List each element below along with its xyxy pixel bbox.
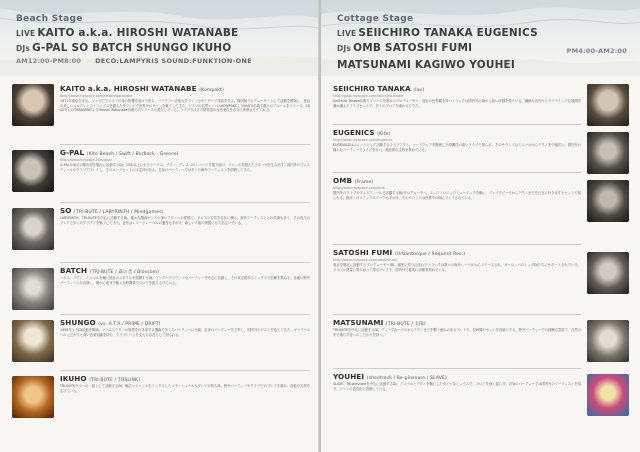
artist-name: SHUNGO [60, 318, 96, 327]
artist-entry [60, 266, 310, 285]
artist-affiliation: (Frame) [354, 180, 374, 185]
artist-bio: SLAVE、Re-pinsnareを中心に活動するDJ。ミニマルとテクノを軸にしたタイトなミックスで、フロアを深く揺らす。自身のパーティーでは国内外のアーティストを招き、シーンの活性化に貢献している。 [333, 382, 581, 391]
artist-affiliation: (TRI-BUTE / TOSLINK) [89, 378, 141, 383]
artist-photo [12, 376, 54, 418]
artist-name: EUGENICS [333, 128, 375, 137]
artist-entry [333, 248, 581, 272]
artist-name: BATCH [60, 266, 88, 275]
artist-affiliation: (lax) [413, 88, 425, 93]
artist-affiliation: (Kompakt) [199, 88, 224, 93]
artist-photo [587, 320, 629, 362]
artist-affiliation: (vs. A.T.A / PRIME / DRIFT) [98, 322, 161, 327]
artist-name: IKUHO [60, 374, 87, 383]
artist-photo [12, 208, 54, 250]
artist-name: SATOSHI FUMI [333, 248, 393, 257]
artist-bio: Seiichiro Tanaka名義でリリースを重ねるプロデューサー。独自の世界観を持つトラックは国内外のDJから高い評価を得ている。繊細な音作りとダイナミックな展開を兼ね備えたライブセットで、多くのフロアを沸かせてきた。 [333, 99, 581, 108]
artist-bio: 東京を拠点に活動するプロデューサー/DJ。緻密に作り込まれたトラックは数々の海外レーベルからリリースされ、ヨーロッパのトップDJたちにサポートされている。フロアの熱量に寄り添う丁寧なプレイで、国内外で着実に評価を高めている。 [333, 263, 581, 272]
artist-bio: 国内外のクラブやフェスティバルで活躍するDJ/プロデューサー。エレクトロニックミュージックを軸に、ブレイクビーツからテクノまでを自在に行き来するセットで知られる。数多くのリミックスワークも手がけ、そのサウンドは世界中のDJにプレイされている。 [333, 191, 581, 200]
live-act: SEIICHIRO TANAKA EUGENICS [358, 27, 538, 39]
artist-affiliation: (Urbantorque / Sequent Rec.) [394, 252, 466, 257]
djs-tag: DJs [16, 44, 31, 53]
artist-bio: TRI-BUTEを中心に活動するDJ。ディープなハウスからテクノまでを繋ぐ流れのあるプレイで、長時間のセットを得意とする。野外パーティーでの経験も豊富で、自然の中で鳴らす音へのこだわりを持つ。 [333, 328, 581, 337]
stage-title: Cottage Stage [337, 14, 414, 24]
artist-affiliation: (TRI-BUTE / 森の音 / Blossom) [89, 270, 160, 275]
artist-entry [333, 128, 581, 152]
artist-name: SO [60, 206, 72, 215]
divider [333, 368, 581, 369]
divider [333, 172, 581, 173]
divider [60, 262, 310, 263]
artist-url[interactable]: http://www.myspace.com/hiroshiwatanabe [60, 94, 133, 98]
artist-name: YOUHEI [333, 372, 365, 381]
cottage-stage-header [321, 0, 640, 76]
divider [60, 144, 310, 145]
artist-photo [12, 268, 54, 310]
dj-list: OMB SATOSHI FUMI [353, 42, 473, 54]
divider [333, 124, 581, 125]
lineup-live [16, 26, 316, 41]
artist-entry [60, 148, 310, 172]
lineup [337, 26, 637, 72]
artist-bio: 1995年よりDJ活動を開始。ハウスとテクノの境界を行き来する選曲で多くのパーティーに出演。自身のパーティーを主宰し、国内外のゲストを迎えてきた。ヴァイナルへのこだわりと深い音楽知識を持ち、クラブシーンを支える存在として知られる。 [60, 328, 310, 337]
live-act: KAITO a.k.a. HIROSHI WATANABE [37, 27, 239, 39]
dj-list: G-PAL SO BATCH SHUNGO IKUHO [32, 42, 232, 54]
artist-entry [60, 318, 310, 337]
live-tag: LIVE [337, 29, 357, 38]
artist-bio: TRI-BUTEクルーの一員として活動するDJ。幅広いジャンルをミックスしたエモーショナルなプレイが持ち味。野外パーティーやクラブでのプレイを重ね、各地で支持を広げている。 [60, 384, 310, 393]
artist-url[interactable]: http://www.myspace.com/satoshifumi [333, 258, 397, 262]
artist-url[interactable]: http://www.myspace.com/seiichirotanaka [333, 94, 403, 98]
divider [333, 244, 581, 245]
lineup-djs [337, 41, 627, 58]
artist-entry [60, 206, 310, 225]
artist-affiliation: (TRI-BUTE / 太陽) [386, 322, 426, 327]
stage-time: PM4:00-AM2:00 [566, 47, 627, 55]
artist-bio: G-PALは東京の都市部を拠点に活動するDJ。15年以上にわたりハウス、テクノ、ディスコのレコードを掘り続け、ジャンルを超えたグルーヴを生み出す。国内外のフェスティバルやクラブでプレイし、そのロングセットには定評がある。自身のパーティーでは多くの海外アーティストを招聘してきた。 [60, 163, 310, 172]
artist-entry [333, 84, 581, 108]
artist-entry [60, 84, 310, 113]
stage-title: Beach Stage [16, 14, 83, 24]
artist-photo [587, 84, 629, 126]
artist-photo [587, 180, 629, 222]
divider [60, 314, 310, 315]
artist-bio: LABYRINTH、TRI-BUTEを中心に活動するDJ。確かな選曲センスと深いテクノへの愛情で、フロアの空気を自在に操る。海外アーティストとの共演も多く、その長尺のプレイで多くのクラウドを魅了してきた。近年はレコードレーベルの運営も手がけ、新しい才能の発掘にも力を注いでいる。 [60, 216, 310, 225]
artist-photo [12, 84, 54, 126]
lineup-djs [16, 41, 316, 56]
lineup-djs-2: MATSUNAMI KAGIWO YOUHEI [337, 59, 516, 71]
divider [60, 370, 310, 371]
artist-photo [587, 132, 629, 174]
stage-time: AM12:00-PM8:00 [16, 57, 82, 65]
left-page [0, 0, 319, 452]
artist-affiliation: (sheetrock / Re-pinsnare / SLAVE) [366, 376, 447, 381]
artist-url[interactable]: http://www.myspace.com/omb [333, 186, 385, 190]
artist-entry [333, 318, 581, 337]
artist-url[interactable]: http://www.myspace.com/eugenics [333, 138, 393, 142]
live-tag: LIVE [16, 29, 36, 38]
artist-bio: ハウス、テクノ、ミニマルを軸に独自のスタイルを展開するDJ。アンダーグラウンドなパーティーを中心に活動し、その安定感あるミックスで信頼を集める。各地の野外パーティーにも出演し、朝から夜まで様々な時間帯でフロアを盛り上げている。 [60, 276, 310, 285]
artist-affiliation: (Kite) [377, 132, 391, 137]
artist-photo [12, 320, 54, 362]
right-page [321, 0, 640, 452]
artist-name: SEIICHIRO TANAKA [333, 84, 411, 93]
artist-bio: EUGENICSはユニットとして活動するライブアクト。ハードウェアを駆使した即興性の高いライブで知られ、そのサウンドはミニマルからテクノまで幅広い。国内外の様々なパーティーでライブを行い、熱狂的な支持を集めている。 [333, 143, 581, 152]
artist-name: KAITO a.k.a. HIROSHI WATANABE [60, 84, 197, 93]
artist-photo [12, 150, 54, 192]
beach-stage-header [0, 0, 319, 76]
djs-tag: DJs [337, 44, 352, 53]
artist-entry [333, 372, 581, 391]
artist-bio: 1971年東京生まれ。ジャズピアニストの母の影響を受けて育ち、バークリー音楽大学でシンセサイザーと作曲を学ぶ。帰国後プロデューサーとして活動を開始し、独自の美しいメロディとストリングスを備えたサウンドで世界中のファンを魅了してきた。ドイツの名門レーベルKOMPAKTよりKAITO名義で数々のアルバムをリリース。2002年にはTRANSMATよりHiroshi Watanabe名義でのリリースも果たしている。ライブではその情景豊かな音楽性を存分に体感させてくれる。 [60, 99, 310, 113]
divider [60, 202, 310, 203]
artist-url[interactable]: http://www.myspace.com/gpal [60, 158, 112, 162]
deco-sound: DECO:LAMPYRIS SOUND:FUNKTION-ONE [95, 57, 252, 65]
artist-photo [587, 374, 629, 416]
artist-affiliation: (Kite Beach / Swift / Birdlock - Greece) [86, 152, 179, 157]
artist-name: OMB [333, 176, 353, 185]
lineup [16, 26, 316, 65]
artist-name: MATSUNAMI [333, 318, 384, 327]
lineup-live [337, 26, 637, 41]
artist-name: G-PAL [60, 148, 85, 157]
artist-photo [587, 252, 629, 294]
artist-affiliation: (TRI-BUTE / LABYRINTH / Mindgames) [74, 210, 164, 215]
artist-entry [333, 176, 581, 200]
artist-entry [60, 374, 310, 393]
divider [333, 314, 581, 315]
